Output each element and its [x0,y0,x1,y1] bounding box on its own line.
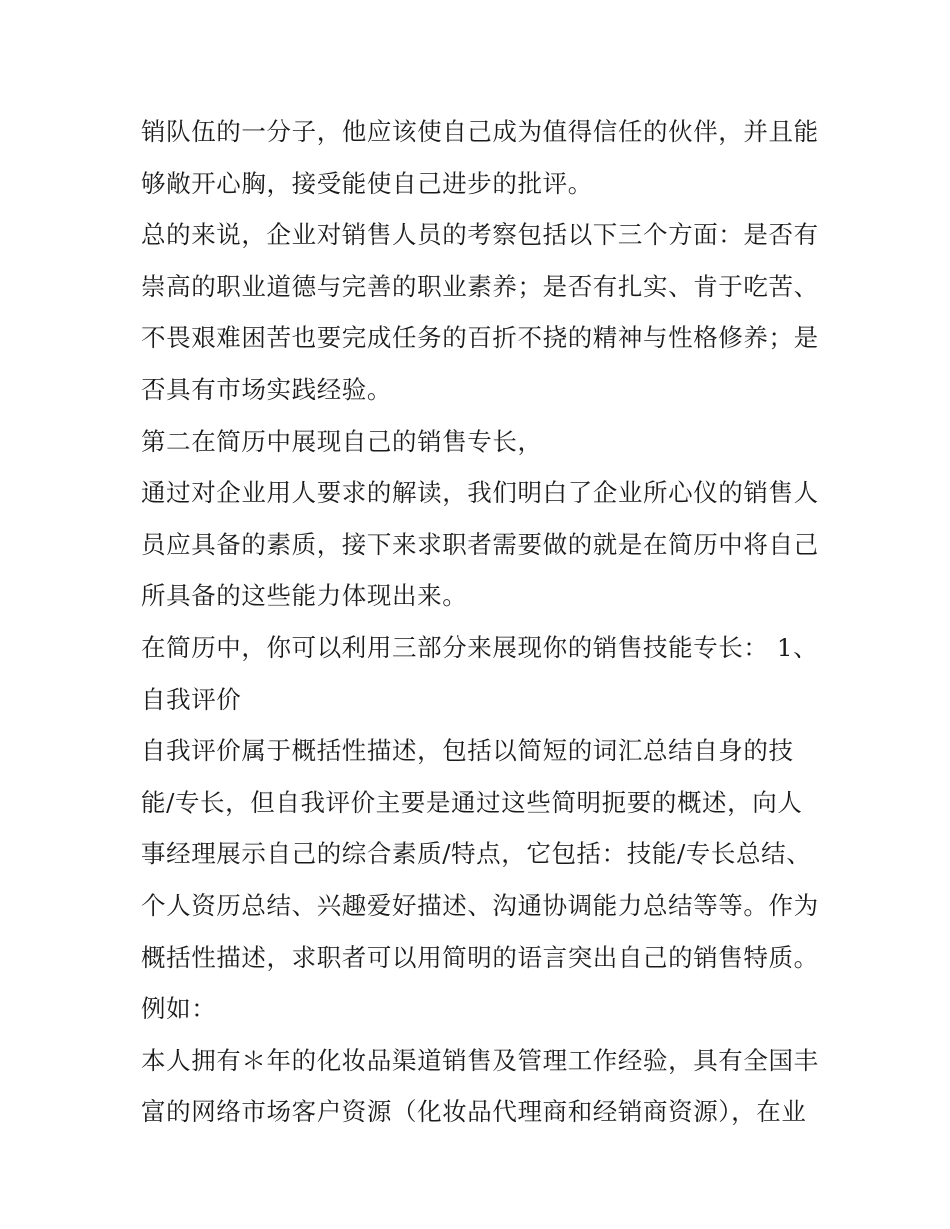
text-line: 第二在简历中展现自己的销售专长， [141,426,543,456]
text-line: 自我评价属于概括性描述，包括以简短的词汇总结自身的技 [141,736,794,766]
text-line: 员应具备的素质，接下来求职者需要做的就是在简历中将自己 [141,529,819,559]
text-line: 富的网络市场客户资源（化妆品代理商和经销商资源），在业 [141,1097,807,1127]
text-line: 所具备的这些能力体现出来。 [141,581,468,611]
text-line: 事经理展示自己的综合素质/特点，它包括：技能/专长总结、 [141,839,812,869]
text-line: 在简历中，你可以利用三部分来展现你的销售技能专长： 1、 [141,632,819,662]
text-line: 不畏艰难困苦也要完成任务的百折不挠的精神与性格修养；是 [141,323,819,353]
text-line: 总的来说，企业对销售人员的考察包括以下三个方面：是否有 [141,220,819,250]
text-line: 例如： [141,994,217,1024]
text-line: 自我评价 [141,684,242,714]
document-body [141,106,821,1138]
text-line: 够敞开心胸，接受能使自己进步的批评。 [141,168,593,198]
text-line: 能/专长，但自我评价主要是通过这些简明扼要的概述，向人 [141,787,803,817]
text-line: 否具有市场实践经验。 [141,374,392,404]
text-line: 销队伍的一分子，他应该使自己成为值得信任的伙伴，并且能 [141,117,819,146]
text-line: 崇高的职业道德与完善的职业素养；是否有扎实、肯于吃苦、 [141,271,819,301]
text-line: 本人拥有＊年的化妆品渠道销售及管理工作经验，具有全国丰 [141,1045,819,1075]
text-line: 概括性描述，求职者可以用简明的语言突出自己的销售特质。 [141,942,819,972]
text-line: 个人资历总结、兴趣爱好描述、沟通协调能力总结等等。作为 [141,890,819,920]
text-line: 通过对企业用人要求的解读，我们明白了企业所心仪的销售人 [141,478,819,508]
